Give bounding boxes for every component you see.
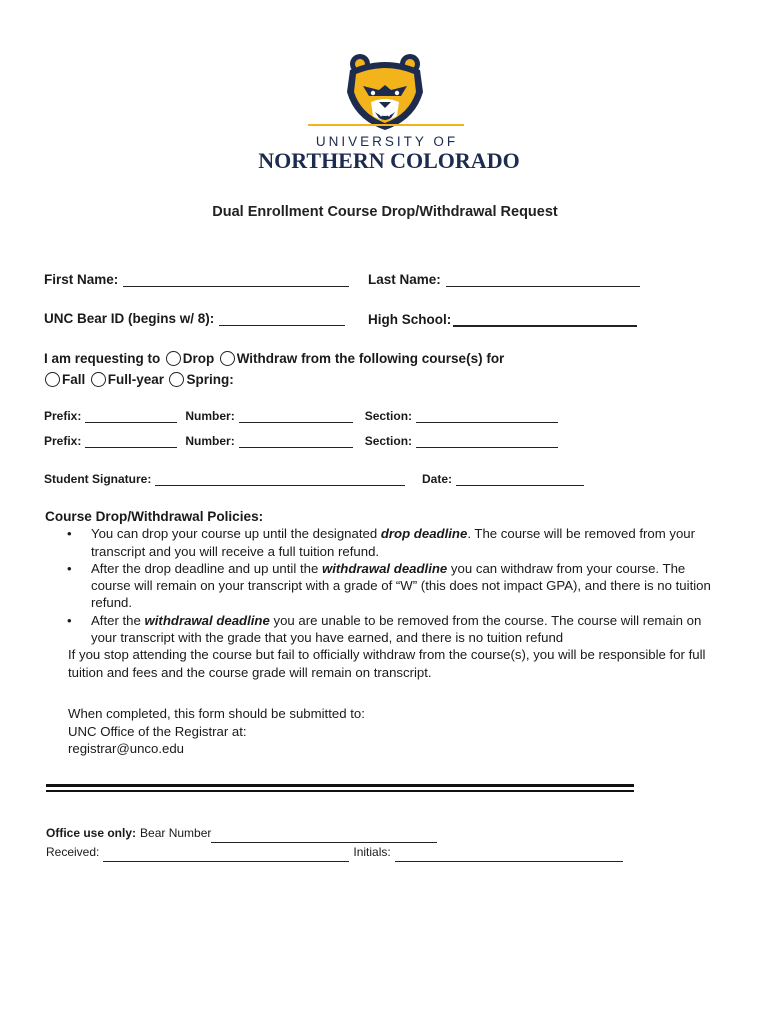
- initials-field[interactable]: [395, 849, 623, 862]
- high-school-field[interactable]: [453, 311, 637, 327]
- withdraw-radio[interactable]: [220, 351, 235, 366]
- initials-label: Initials:: [353, 845, 391, 859]
- submission-line-1: When completed, this form should be submitted to:: [68, 706, 365, 721]
- policy-item: • After the withdrawal deadline you are unable to be removed from the course. The course will remain on your transcript with the grade that you have earned, and there is no tuition refund: [67, 612, 702, 646]
- prefix-label: Prefix:: [44, 409, 82, 423]
- bear-id-label: UNC Bear ID (begins w/ 8):: [44, 311, 215, 326]
- submission-line-2: UNC Office of the Registrar at:: [68, 723, 247, 739]
- number-field-1[interactable]: [239, 410, 353, 423]
- request-label: I am requesting to: [44, 351, 161, 366]
- bear-head-logo-icon: [305, 52, 535, 132]
- policies-list: [45, 525, 725, 646]
- office-use-section: [46, 824, 623, 862]
- received-field[interactable]: [103, 849, 349, 862]
- signature-label: Student Signature:: [44, 472, 152, 486]
- spring-label: Spring:: [186, 372, 234, 387]
- office-row-2: [46, 843, 623, 862]
- number-field-2[interactable]: [239, 435, 353, 448]
- prefix-label: Prefix:: [44, 434, 82, 448]
- number-label: Number:: [185, 409, 235, 423]
- university-name: NORTHERN COLORADO: [258, 148, 520, 173]
- divider-thick: [46, 784, 634, 787]
- term-row: [44, 371, 234, 389]
- policy-closing: If you stop attending the course but fail to officially withdraw from the course(s), you will be responsible for full tuition and fees and the course grade will remain on transcript.: [68, 647, 706, 680]
- policies-heading: Course Drop/Withdrawal Policies:: [45, 509, 264, 524]
- policies-section: [45, 508, 725, 681]
- policy-item: • After the drop deadline and up until the withdrawal deadline you can withdraw from your course. The course will remain on your transcript with a grade of “W” (this does not impact GPA), and there is no tuition refund.: [67, 560, 711, 611]
- date-row: [422, 472, 584, 486]
- signature-field[interactable]: [155, 473, 405, 486]
- prefix-field-2[interactable]: [85, 435, 177, 448]
- withdraw-label: Withdraw from the following course(s) for: [236, 351, 505, 366]
- first-name-label: First Name:: [44, 272, 119, 287]
- registrar-email[interactable]: registrar@unco.edu: [68, 741, 185, 756]
- high-school-label: High School:: [368, 312, 452, 327]
- section-label: Section:: [364, 409, 413, 423]
- office-use-label: Office use only:: [46, 826, 137, 840]
- high-school-row: [368, 311, 637, 327]
- section-field-2[interactable]: [416, 435, 558, 448]
- bear-id-field[interactable]: [219, 311, 345, 326]
- number-label: Number:: [185, 434, 235, 448]
- signature-row: [44, 472, 405, 486]
- drop-radio[interactable]: [166, 351, 181, 366]
- request-row: [44, 350, 504, 368]
- course-row-2: [44, 434, 558, 448]
- bear-number-label: Bear Number: [140, 826, 212, 840]
- last-name-label: Last Name:: [368, 272, 441, 287]
- fullyear-radio[interactable]: [91, 372, 106, 387]
- date-field[interactable]: [456, 473, 584, 486]
- date-label: Date:: [422, 472, 453, 486]
- course-row-1: [44, 409, 558, 423]
- divider-thin: [46, 790, 634, 792]
- bear-id-row: [44, 311, 345, 326]
- policy-item: • You can drop your course up until the designated drop deadline. The course will be removed from your transcript and you will receive a full tuition refund.: [67, 526, 696, 559]
- fall-label: Fall: [62, 372, 86, 387]
- fall-radio[interactable]: [45, 372, 60, 387]
- university-of-text: UNIVERSITY OF: [315, 134, 459, 149]
- fullyear-label: Full-year: [107, 372, 164, 387]
- spring-radio[interactable]: [169, 372, 184, 387]
- logo-divider: [308, 124, 464, 126]
- bear-number-field[interactable]: [211, 830, 437, 843]
- last-name-field[interactable]: [446, 272, 640, 287]
- first-name-field[interactable]: [123, 272, 349, 287]
- received-label: Received:: [46, 845, 100, 859]
- last-name-row: [368, 272, 640, 287]
- section-field-1[interactable]: [416, 410, 558, 423]
- form-title: Dual Enrollment Course Drop/Withdrawal Request: [212, 204, 558, 220]
- first-name-row: [44, 272, 349, 287]
- drop-label: Drop: [182, 351, 215, 366]
- section-label: Section:: [364, 434, 413, 448]
- prefix-field-1[interactable]: [85, 410, 177, 423]
- office-row-1: [46, 824, 623, 843]
- submission-info: [68, 705, 365, 758]
